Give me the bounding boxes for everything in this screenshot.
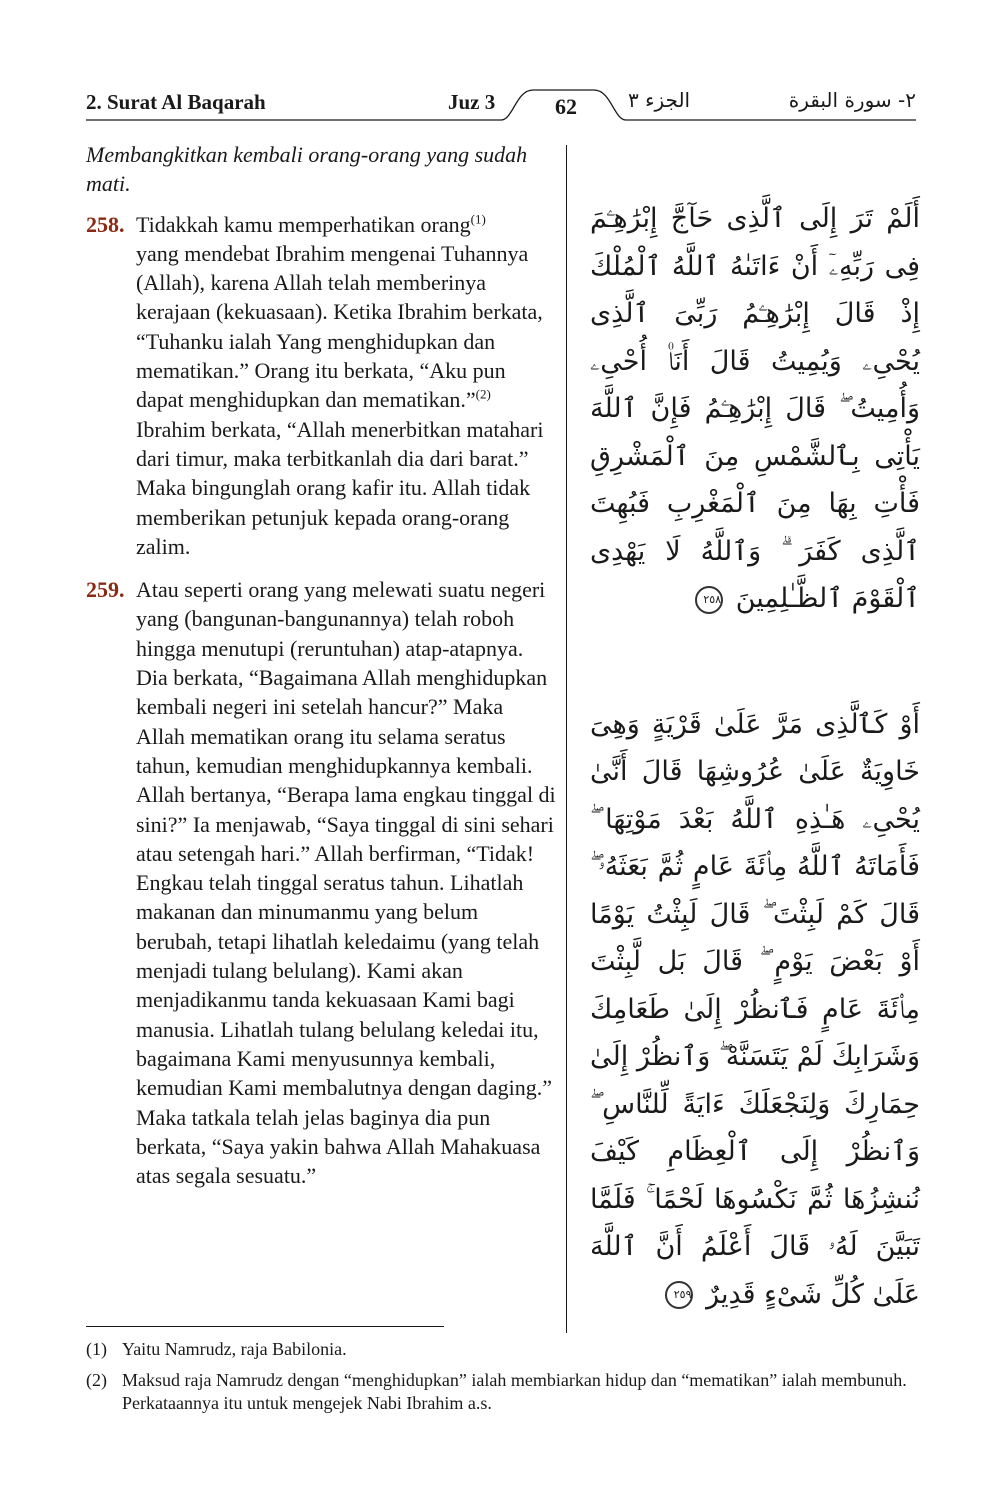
ayah-number-marker: ٢٥٩ [665,1281,693,1309]
column-divider [566,145,567,1333]
arabic-verse-text: أَلَمْ تَرَ إِلَى ٱلَّذِى حَآجَّ إِبْرَٰهِـۧمَ فِى رَبِّهِۦٓ أَنْ ءَاتَىٰهُ ٱللَّهُ ٱلْمُلْكَ إِذْ قَالَ إِبْرَٰهِـۧمُ رَبِّىَ ٱلَّذِى يُحْىِۦ وَيُمِيتُ قَالَ أَنَا۠ أُحْىِۦ وَأُمِيتُ ۖ قَالَ إِبْرَٰهِـۧمُ فَإِنَّ ٱللَّهَ يَأْتِى بِٱلشَّمْسِ مِنَ ٱلْمَشْرِقِ فَأْتِ بِهَا مِنَ ٱلْمَغْرِبِ فَبُهِتَ ٱلَّذِى كَفَرَ ۗ وَٱللَّهُ لَا يَهْدِى ٱلْقَوْمَ ٱلظَّـٰلِمِينَ [590,203,920,614]
footnote-ref: (1) [470,211,486,227]
footnote-text: Maksud raja Namrudz dengan “menghidupkan” ialah membiarkan hidup dan “mematikan” ialah membunuh. Perkataannya itu untuk mengejek Nabi Ibrahim a.s. [122,1370,907,1413]
arabic-verse [590,195,920,623]
section-intro: Membangkitkan kembali orang-orang yang sudah mati. [86,142,528,197]
footnote-ref: (2) [475,387,491,403]
footnote-rule [86,1326,444,1327]
footnote [86,1338,916,1361]
surah-title-arabic: ٢- سورة البقرة [788,88,916,112]
footnote-number: (2) [86,1370,107,1390]
verse-text [136,210,556,562]
ayah-number-marker: ٢٥٨ [695,586,723,614]
verse-translation [86,575,556,1190]
footnote-text: Yaitu Namrudz, raja Babilonia. [122,1339,347,1359]
verse-text-part: Tidakkah kamu memperhatikan orang [136,211,471,237]
footnote-number: (1) [86,1339,107,1359]
arabic-column [590,195,920,1318]
translation-column [86,140,556,1204]
verse-translation [86,210,556,562]
verse-text-part: Ibrahim berkata, “Allah menerbitkan matahari dari timur, maka terbitkanlah dia dari barat.” Maka bingunglah orang kafir itu. Allah tidak memberikan petunjuk kepada orang-orang zalim. [136,416,544,559]
surah-title-latin: 2. Surat Al Baqarah [86,90,266,114]
page-header [86,86,916,122]
juz-label-arabic: الجزء ٣ [628,88,691,112]
verse-text: Atau seperti orang yang melewati suatu negeri yang (bangunan-bangunannya) telah roboh hingga menutupi (reruntuhan) atap-atapnya. Dia berkata, “Bagaimana Allah menghidupkan kembali negeri ini setelah hancur?” Maka Allah mematikan orang itu selama seratus tahun, kemudian menghidupkannya kembali. Allah bertanya, “Berapa lama engkau tinggal di sini?” Ia menjawab, “Saya tinggal di sini sehari atau setengah hari.” Allah berfirman, “Tidak! Engkau telah tinggal seratus tahun. Lihatlah makanan dan minumanmu yang belum berubah, tetapi lihatlah keledaimu (yang telah menjadi tulang belulang). Kami akan menjadikanmu tanda kekuasaan Kami bagi manusia. Lihatlah tulang belulang keledai itu, bagaimana Kami menyusunnya kembali, kemudian Kami membalutnya dengan daging.” Maka tatkala telah jelas baginya dia pun berkata, “Saya yakin bahwa Allah Mahakuasa atas segala sesuatu.” [136,577,556,1189]
arabic-verse-text: أَوْ كَٱلَّذِى مَرَّ عَلَىٰ قَرْيَةٍ وَهِىَ خَاوِيَةٌ عَلَىٰ عُرُوشِهَا قَالَ أَنَّىٰ يُحْىِۦ هَـٰذِهِ ٱللَّهُ بَعْدَ مَوْتِهَا ۖ فَأَمَاتَهُ ٱللَّهُ مِا۟ئَةَ عَامٍ ثُمَّ بَعَثَهُۥ ۖ قَالَ كَمْ لَبِثْتَ ۖ قَالَ لَبِثْتُ يَوْمًا أَوْ بَعْضَ يَوْمٍ ۖ قَالَ بَل لَّبِثْتَ مِا۟ئَةَ عَامٍ فَٱنظُرْ إِلَىٰ طَعَامِكَ وَشَرَابِكَ لَمْ يَتَسَنَّهْ ۖ وَٱنظُرْ إِلَىٰ حِمَارِكَ وَلِنَجْعَلَكَ ءَايَةً لِّلنَّاسِ ۖ وَٱنظُرْ إِلَى ٱلْعِظَامِ كَيْفَ نُنشِزُهَا ثُمَّ نَكْسُوهَا لَحْمًا ۚ فَلَمَّا تَبَيَّنَ لَهُۥ قَالَ أَعْلَمُ أَنَّ ٱللَّهَ عَلَىٰ كُلِّ شَىْءٍ قَدِيرٌ [590,708,920,1310]
page-number: 62 [555,94,577,119]
footnotes [86,1338,916,1423]
verse-number: 258. [86,211,125,237]
juz-label: Juz 3 [448,90,496,114]
verse-text-part: yang mendebat Ibrahim mengenai Tuhannya (Allah), karena Allah telah memberinya kerajaan (kekuasaan). Ketika Ibrahim berkata, “Tuhanku ialah Yang menghidupkan dan mematikan.” Orang itu berkata, “Aku pun dapat menghidupkan dan mematikan.” [136,240,543,413]
footnote [86,1369,916,1415]
arabic-verse [590,701,920,1319]
verse-number: 259. [86,577,125,603]
